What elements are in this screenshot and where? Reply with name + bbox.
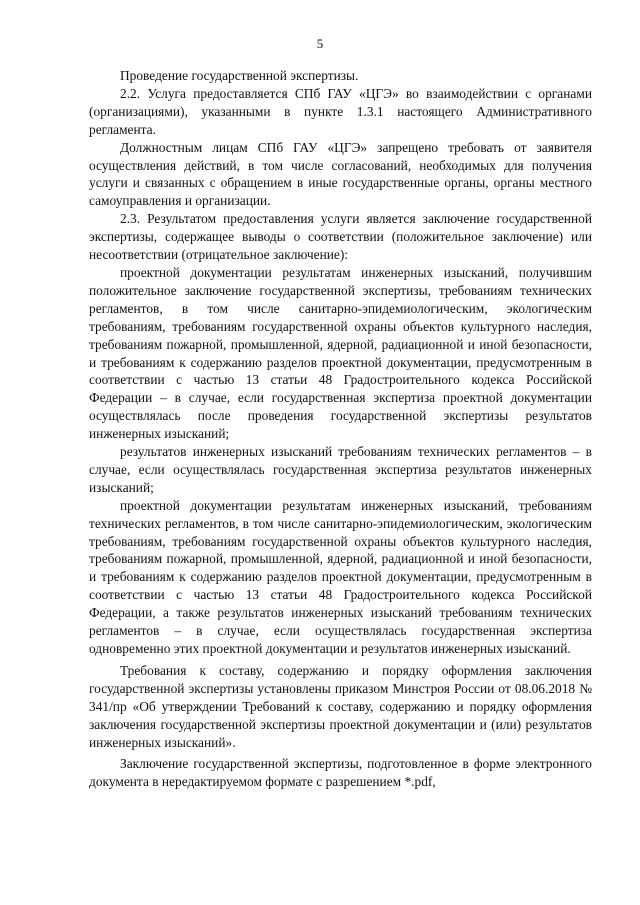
document-body bbox=[89, 67, 592, 791]
paragraph-requirements: Требования к составу, содержанию и порядку оформления заключения государственной экспертизы установлены приказом Минстроя России от 08.06.2018 № 341/пр «Об утверждении Требований к составу, содержанию и порядку оформления заключения государственной экспертизы проектной документации и (или) результатов инженерных изысканий». bbox=[89, 662, 592, 750]
page-number: 5 bbox=[316, 36, 324, 51]
list-item-project-docs: проектной документации результатам инженерных изысканий, получившим положительное заключение государственной экспертизы, требованиям технических регламентов, в том числе санитарно-эпидемиологическим, экологическим требованиям, требованиям государственной охраны объектов культурного наследия, требованиям пожарной, промышленной, ядерной, радиационной и иной безопасности, и требованиям к содержанию разделов проектной документации, предусмотренным в соответствии с частью 13 статьи 48 Градостроительного кодекса Российской Федерации – в случае, если государственная экспертиза проектной документации осуществлялась после проведения государственной экспертизы результатов инженерных изысканий; bbox=[89, 264, 592, 442]
paragraph-2-2: 2.2. Услуга предоставляется СПб ГАУ «ЦГЭ» во взаимодействии с органами (организациями), указанными в пункте 1.3.1 настоящего Административного регламента. bbox=[89, 85, 592, 137]
paragraph-continuation: Проведение государственной экспертизы. bbox=[120, 68, 359, 83]
paragraph-electronic-conclusion: Заключение государственной экспертизы, подготовленное в форме электронного документа в нередактируемом формате с разрешением *.pdf, bbox=[89, 756, 592, 790]
paragraph-prohibition: Должностным лицам СПб ГАУ «ЦГЭ» запрещено требовать от заявителя осуществления действий, в том числе согласований, необходимых для получения услуги и связанных с обращением в иные государственные органы, органы местного самоуправления и организации. bbox=[89, 139, 592, 209]
paragraph-2-3: 2.3. Результатом предоставления услуги является заключение государственной экспертизы, содержащее выводы о соответствии (положительное заключение) или несоответствии (отрицательное заключение): bbox=[89, 211, 592, 263]
list-item-survey-results: результатов инженерных изысканий требованиям технических регламентов – в случае, если осуществлялась государственная экспертиза результатов инженерных изысканий; bbox=[89, 444, 592, 495]
list-item-joint-expertise: проектной документации результатам инженерных изысканий, требованиям технических регламентов, в том числе санитарно-эпидемиологическим, экологическим требованиям, требованиям государственной охраны объектов культурного наследия, требованиям пожарной, промышленной, ядерной, радиационной и иной безопасности, и требованиям к содержанию разделов проектной документации, предусмотренным в соответствии с частью 13 статьи 48 Градостроительного кодекса Российской Федерации, а также результатов инженерных изысканий требованиям технических регламентов – в случае, если осуществлялась государственная экспертиза одновременно этих проектной документации и результатов инженерных изысканий. bbox=[89, 497, 592, 656]
